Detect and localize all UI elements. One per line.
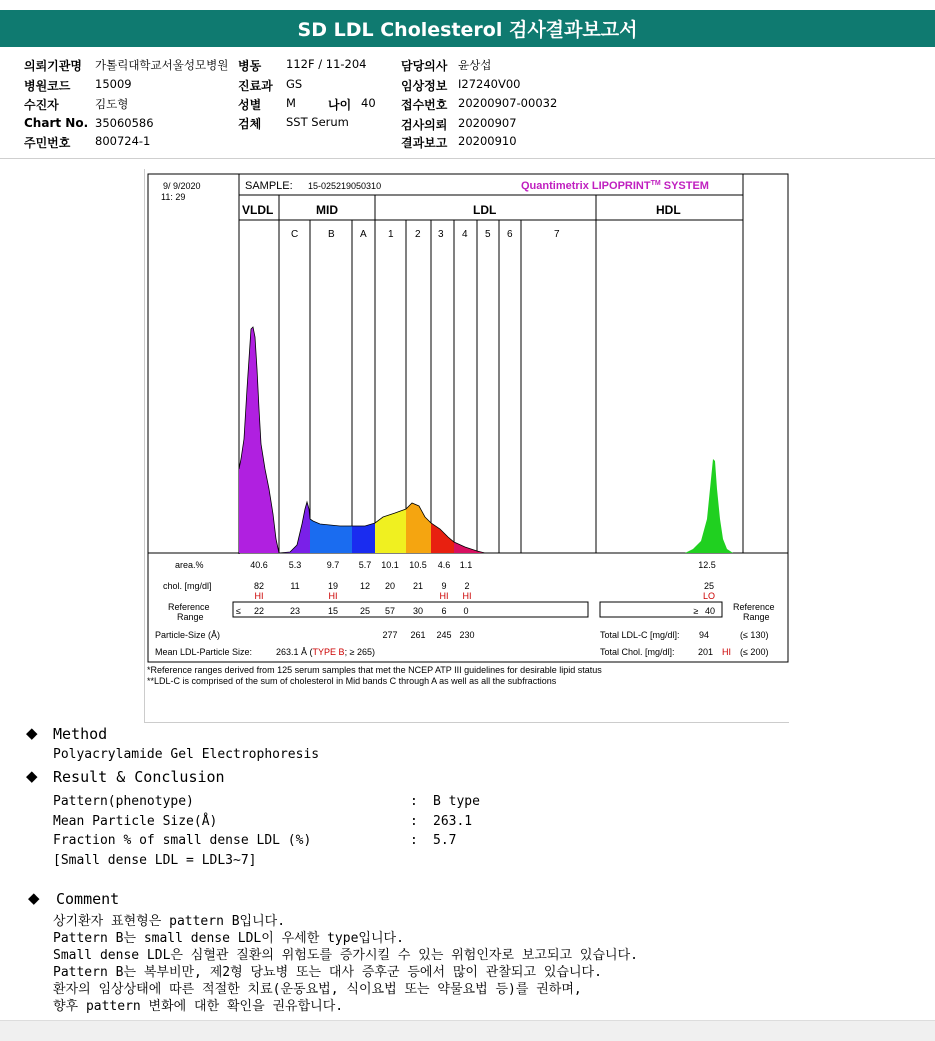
dept-value: GS	[286, 77, 303, 91]
ward-label: 병동	[238, 59, 262, 73]
ref-b: 15	[327, 606, 339, 616]
ps-ldl1: 277	[382, 630, 398, 640]
ref-box-right	[600, 602, 722, 617]
ref-hdl-prefix: ≥	[693, 606, 699, 616]
id-label: 주민번호	[24, 136, 71, 150]
clinical-label: 임상정보	[401, 79, 448, 93]
comment-bullet-icon: ◆	[28, 889, 40, 907]
ref-ldl2: 30	[412, 606, 424, 616]
total-ldl-label: Total LDL-C [mg/dl]:	[600, 630, 680, 640]
band-label-b: B	[328, 229, 335, 240]
band-label-1: 1	[388, 229, 394, 240]
method-text: Polyacrylamide Gel Electrophoresis	[53, 747, 320, 762]
patient-value: 김도형	[95, 97, 129, 111]
ref-vldl: 22	[253, 606, 265, 616]
band-label-5: 5	[485, 229, 491, 240]
result-sep: :	[410, 814, 418, 829]
ward-value: 112F / 11-204	[286, 57, 367, 71]
flag-ldl3: HI	[439, 591, 449, 601]
ref-box-left	[233, 602, 588, 617]
result-value: 20200910	[458, 134, 517, 148]
sample-label: SAMPLE:	[245, 180, 293, 192]
horizontal-scrollbar[interactable]	[0, 1020, 935, 1041]
dept-label: 진료과	[238, 79, 273, 93]
sex-label: 성별	[238, 98, 262, 112]
hospital-code-value: 15009	[95, 77, 132, 91]
institution-value: 가톨릭대학교서울성모병원	[95, 58, 229, 72]
report-time: 11: 29	[161, 192, 186, 202]
area-ldl3: 4.6	[437, 560, 451, 570]
group-hdl: HDL	[656, 203, 681, 217]
ref-leq-symbol: ≤	[236, 606, 241, 616]
flag-ldl4: HI	[462, 591, 472, 601]
band-label-a: A	[360, 229, 367, 240]
request-label: 검사의뢰	[401, 118, 448, 132]
hospital-code-label: 병원코드	[24, 79, 71, 93]
particle-size-label: Particle-Size (Å)	[155, 630, 221, 640]
chol-ldl3: 9	[441, 581, 447, 591]
age-value: 40	[361, 96, 376, 110]
result-sep: :	[410, 794, 418, 809]
chol-ldl1: 20	[384, 581, 396, 591]
result-label-size: Mean Particle Size(Å)	[53, 814, 218, 829]
mid-c-peak	[279, 502, 310, 553]
brand-name: Quantimetrix LIPOPRINT™ SYSTEM	[521, 180, 709, 192]
report-date: 9/ 9/2020	[163, 181, 201, 191]
ldl2-peak	[406, 503, 431, 553]
chol-hdl: 25	[703, 581, 715, 591]
comment-line: Pattern B는 복부비만, 제2형 당뇨병 또는 대사 증후군 등에서 많이 관찰되고 있습니다.	[53, 965, 602, 980]
chol-a: 12	[359, 581, 371, 591]
chol-b: 19	[327, 581, 339, 591]
ps-ldl3: 245	[436, 630, 452, 640]
band-label-4: 4	[462, 229, 468, 240]
lipoprint-report	[144, 169, 789, 723]
total-chol-value: 201	[698, 647, 714, 657]
flag-hdl: LO	[702, 591, 716, 601]
result-label: 결과보고	[401, 136, 448, 150]
ldl1-peak	[375, 509, 406, 553]
ref-ldl4: 0	[463, 606, 469, 616]
group-mid: MID	[316, 203, 338, 217]
ref-ldl3: 6	[441, 606, 447, 616]
chol-c: 11	[290, 581, 300, 591]
total-ldl-ref: (≤ 130)	[740, 630, 769, 640]
result-label-fraction: Fraction % of small dense LDL (%)	[53, 833, 312, 848]
clinical-value: I27240V00	[458, 77, 521, 91]
result-bullet-icon: ◆	[26, 767, 38, 785]
group-vldl: VLDL	[242, 203, 274, 217]
hdl-peak	[685, 459, 733, 553]
flag-vldl: HI	[254, 591, 264, 601]
doctor-value: 윤상섭	[458, 58, 492, 72]
result-value-fraction: 5.7	[433, 833, 457, 848]
comment-title: Comment	[56, 890, 120, 908]
ref-hdl: 40	[704, 606, 716, 616]
comment-line: 환자의 임상상태에 따른 적절한 치료(운동요법, 식이요법 또는 약물요법 등)를 권하며,	[53, 982, 582, 997]
mid-b-peak	[310, 519, 352, 553]
ldl4-peak	[454, 542, 485, 553]
method-bullet-icon: ◆	[26, 724, 38, 742]
vldl-peak	[239, 327, 279, 553]
institution-label: 의뢰기관명	[24, 59, 82, 73]
comment-line: Pattern B는 small dense LDL이 우세한 type입니다.	[53, 931, 404, 946]
comment-line: 상기환자 표현형은 pattern B입니다.	[53, 914, 286, 929]
chol-row-label: chol. [mg/dl]	[163, 581, 212, 591]
area-ldl4: 1.1	[459, 560, 473, 570]
doctor-label: 담당의사	[401, 59, 448, 73]
chol-vldl: 82	[253, 581, 265, 591]
curve-outline	[239, 327, 485, 553]
receipt-value: 20200907-00032	[458, 96, 558, 110]
total-ldl-value: 94	[699, 630, 710, 640]
fraction-values	[250, 560, 716, 640]
mean-size-value: 263.1 Å (TYPE B; ≥ 265)	[276, 647, 376, 657]
ldl3-peak	[431, 523, 454, 553]
band-label-3: 3	[438, 229, 444, 240]
id-value: 800724-1	[95, 134, 151, 148]
lipoprint-chart	[145, 169, 789, 722]
ref-row-label-1: Reference	[168, 602, 210, 612]
area-row-label: area.%	[175, 560, 204, 570]
area-a: 5.7	[358, 560, 372, 570]
result-label-pattern: Pattern(phenotype)	[53, 794, 194, 809]
area-vldl: 40.6	[250, 560, 268, 570]
band-label-7: 7	[554, 229, 560, 240]
chol-ldl2: 21	[412, 581, 424, 591]
group-ldl: LDL	[473, 203, 497, 217]
ref-a: 25	[359, 606, 371, 616]
result-sep: :	[410, 833, 418, 848]
total-chol-label: Total Chol. [mg/dl]:	[600, 647, 675, 657]
area-c: 5.3	[288, 560, 302, 570]
ref-row-label-2: Range	[177, 612, 204, 622]
receipt-label: 접수번호	[401, 98, 448, 112]
area-b: 9.7	[326, 560, 340, 570]
result-note: [Small dense LDL = LDL3~7]	[53, 853, 257, 868]
request-value: 20200907	[458, 116, 517, 130]
ref-c: 23	[289, 606, 301, 616]
ps-ldl4: 230	[459, 630, 475, 640]
area-ldl1: 10.1	[381, 560, 399, 570]
result-value-size: 263.1	[433, 814, 473, 829]
report-title: SD LDL Cholesterol 검사결과보고서	[0, 10, 935, 47]
mean-size-label: Mean LDL-Particle Size:	[155, 647, 253, 657]
comment-line: 향후 pattern 변화에 대한 확인을 권유합니다.	[53, 999, 344, 1014]
chol-ldl4: 2	[464, 581, 470, 591]
result-value-pattern: B type	[433, 794, 480, 809]
method-title: Method	[53, 725, 108, 743]
patient-label: 수진자	[24, 98, 59, 112]
mid-a-peak	[352, 523, 375, 553]
band-label-2: 2	[415, 229, 421, 240]
result-title: Result & Conclusion	[53, 768, 225, 786]
density-curve	[239, 327, 733, 553]
sample-id: 15-025219050310	[308, 181, 382, 191]
comment-line: Small dense LDL은 심혈관 질환의 위험도를 증가시킬 수 있는 위험인자로 보고되고 있습니다.	[53, 948, 638, 963]
ref-ldl1: 57	[384, 606, 396, 616]
total-chol-flag: HI	[722, 647, 731, 657]
area-hdl: 12.5	[698, 560, 716, 570]
footnote-1: *Reference ranges derived from 125 serum samples that met the NCEP ATP III guidelines for desirable lipid status	[147, 665, 602, 675]
band-label-6: 6	[507, 229, 513, 240]
ref-right-label-1: Reference	[733, 602, 775, 612]
ref-right-label-2: Range	[743, 612, 770, 622]
age-label: 나이	[328, 98, 352, 112]
header-divider	[0, 158, 935, 159]
chart-label: Chart No.	[24, 116, 89, 130]
band-label-c: C	[291, 229, 299, 240]
ps-ldl2: 261	[410, 630, 426, 640]
flag-b: HI	[328, 591, 338, 601]
chart-value: 35060586	[95, 116, 154, 130]
sex-value: M	[286, 96, 296, 110]
specimen-value: SST Serum	[286, 115, 349, 129]
total-chol-ref: (≤ 200)	[740, 647, 769, 657]
area-ldl2: 10.5	[409, 560, 427, 570]
specimen-label: 검체	[238, 117, 262, 131]
footnote-2: **LDL-C is comprised of the sum of cholesterol in Mid bands C through A as well as all the subfractions	[147, 676, 557, 686]
